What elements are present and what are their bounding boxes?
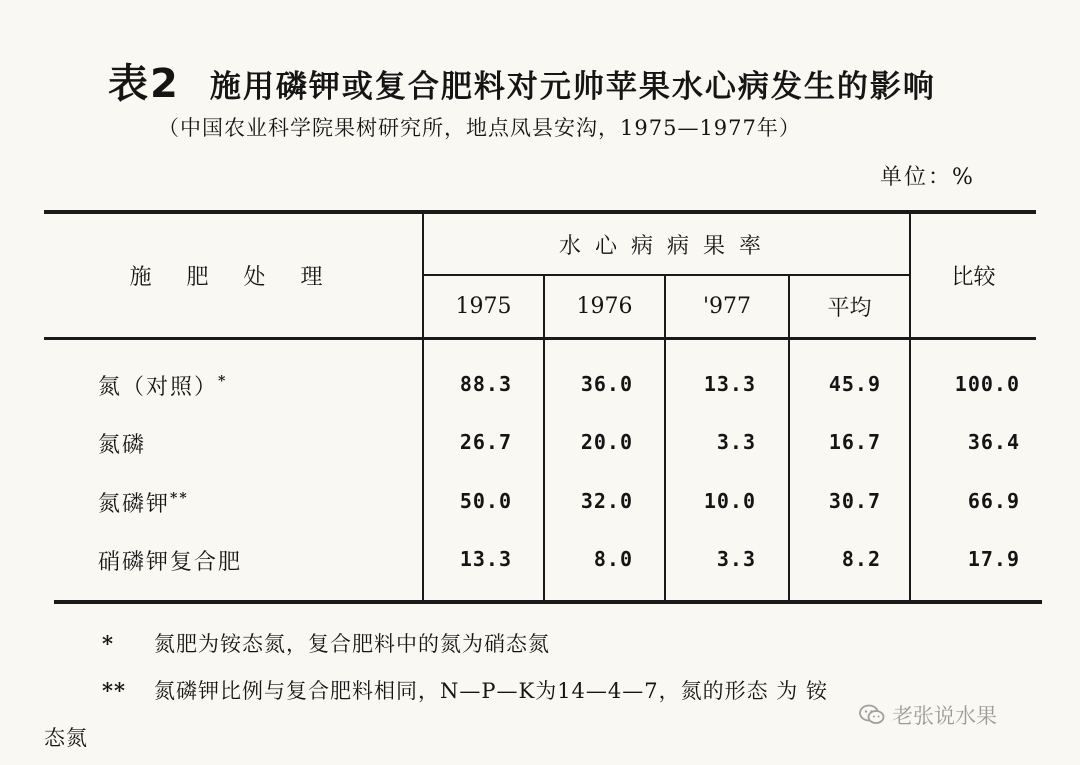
header-year-1976: 1976 xyxy=(576,294,633,319)
footnote-text: 态氮 xyxy=(44,726,88,750)
cell-comparison: 66.9 xyxy=(967,489,1020,513)
cell-1976: 36.0 xyxy=(580,372,633,396)
wechat-icon xyxy=(858,703,886,727)
cell-1975: 13.3 xyxy=(459,547,512,571)
row-label-text: 氮（对照） xyxy=(98,375,219,400)
header-bottom-rule xyxy=(44,337,1036,340)
header-comparison: 比较 xyxy=(951,265,996,290)
header-treatment: 施 肥 处 理 xyxy=(129,265,337,290)
cell-comparison: 100.0 xyxy=(954,372,1020,396)
cell-average: 30.7 xyxy=(828,489,881,513)
cell-average: 16.7 xyxy=(828,430,881,454)
table-row-label xyxy=(98,545,242,576)
cell-1975: 26.7 xyxy=(459,430,512,454)
cell-1975: 50.0 xyxy=(459,489,512,513)
cell-comparison: 36.4 xyxy=(967,430,1020,454)
cell-1977: 3.3 xyxy=(716,547,756,571)
cell-comparison: 17.9 xyxy=(967,547,1020,571)
cell-1977: 10.0 xyxy=(703,489,756,513)
watermark xyxy=(858,700,997,730)
cell-1975: 88.3 xyxy=(459,372,512,396)
cell-1977: 13.3 xyxy=(703,372,756,396)
row-label-text: 氮磷 xyxy=(98,433,147,458)
footnote-mark: ** xyxy=(170,490,189,507)
header-year-1977: '977 xyxy=(702,294,752,319)
footnote-mark: * xyxy=(102,631,114,656)
table-row-label xyxy=(98,370,227,401)
table-title-text: 施用磷钾或复合肥料对元帅苹果水心病发生的影响 xyxy=(209,69,936,105)
table-row-label xyxy=(98,428,146,459)
footnote-mark: ** xyxy=(102,678,126,703)
cell-average: 45.9 xyxy=(828,372,881,396)
footnote-text: 氮磷钾比例与复合肥料相同，N—P—K为14—4—7，氮的形态 为 铵 xyxy=(154,679,828,703)
header-rate-group: 水心病病果率 xyxy=(558,233,775,259)
header-average: 平均 xyxy=(827,296,872,321)
footnote-2 xyxy=(102,675,828,705)
header-year-1975: 1975 xyxy=(455,294,512,319)
footnote-mark: * xyxy=(218,373,228,390)
unit-label: 单位：% xyxy=(880,165,975,190)
cell-1976: 32.0 xyxy=(580,489,633,513)
row-label-text: 氮磷钾 xyxy=(98,492,171,517)
table-title xyxy=(108,52,1008,107)
footnote-1 xyxy=(102,628,550,658)
cell-1976: 8.0 xyxy=(593,547,633,571)
bottom-rule xyxy=(54,600,1042,604)
footnote-text: 氮肥为铵态氮，复合肥料中的氮为硝态氮 xyxy=(154,632,550,656)
table-number: 表2 xyxy=(108,61,180,107)
cell-average: 8.2 xyxy=(841,547,881,571)
table-row-label xyxy=(98,487,189,518)
cell-1977: 3.3 xyxy=(716,430,756,454)
row-label-text: 硝磷钾复合肥 xyxy=(98,550,243,575)
cell-1976: 20.0 xyxy=(580,430,633,454)
footnote-2-continuation xyxy=(44,722,88,752)
watermark-text: 老张说水果 xyxy=(892,704,997,728)
table-subtitle: （中国农业科学院果树研究所，地点凤县安沟，1975—1977年） xyxy=(158,116,801,140)
